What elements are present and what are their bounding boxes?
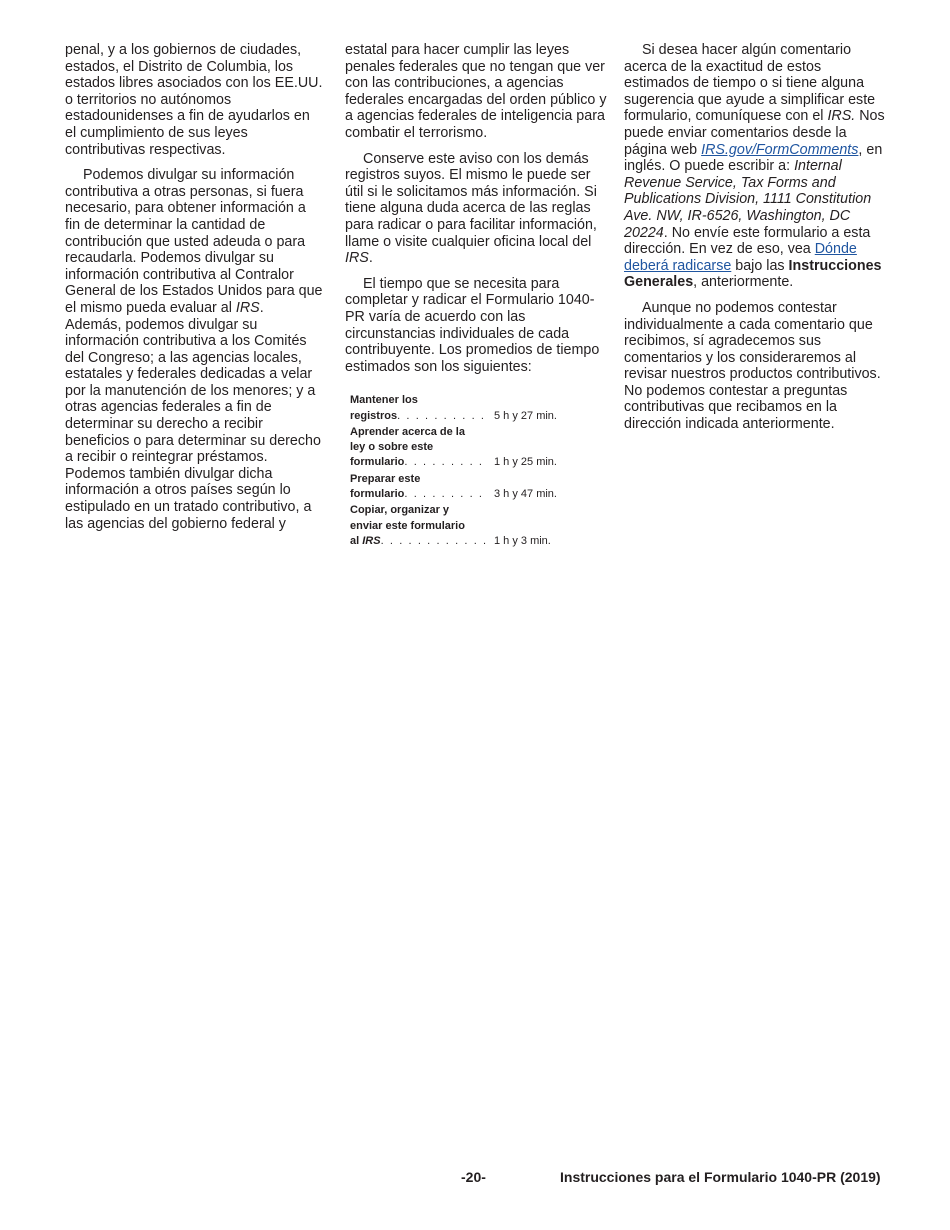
paragraph: Aunque no podemos contestar individualmente a cada comentario que recibimos, sí agradecemos sus comentarios y los consideraremos al revisar nuestros productos contributivos. No podemos contestar a preguntas contributivas que recibamos en la dirección indicada anteriormente. <box>624 299 881 433</box>
column-2 <box>345 42 607 550</box>
table-row: registros. . . . . . . . . . 5 h y 27 min. <box>350 409 557 422</box>
table-row: enviar este formulario <box>350 519 465 532</box>
column-3 <box>624 42 886 442</box>
paragraph: Podemos divulgar su información contributiva a otras personas, si fuera necesario, para obtener información a fin de determinar la cantidad de contribución que usted adeuda o para recaudarla. Podemos divulgar su información contributiva al Contralor General de los Estados Unidos para que el mismo pueda evaluar al IRS. Además, podemos divulgar su información contributiva a los Comités del Congreso; a las agencias locales, estatales y federales dedicadas a velar por la manutención de los menores; y a otras agencias federales a fin de determinar su derecho a recibir beneficios o para determinar su derecho a recibir o reintegrar préstamos. Podemos también divulgar dicha información a otros países según lo estipulado en un tratado contributivo, a las agencias del gobierno federal y <box>65 167 323 532</box>
document-title: Instrucciones para el Formulario 1040-PR (2019) <box>560 1169 881 1185</box>
where-to-file-link[interactable]: Dónde deberá radicarse <box>624 241 857 274</box>
paragraph: El tiempo que se necesita para completar y radicar el Formulario 1040-PR varía de acuerdo con las circunstancias individuales de cada contribuyente. Los promedios de tiempo estimados son los siguientes: <box>345 275 600 375</box>
table-row: formulario. . . . . . . . . 1 h y 25 min. <box>350 456 557 469</box>
table-row: formulario. . . . . . . . . 3 h y 47 min. <box>350 488 557 501</box>
table-row: Copiar, organizar y <box>350 504 450 517</box>
paragraph: estatal para hacer cumplir las leyes penales federales que no tengan que ver con las contribuciones, a agencias federales encargadas del orden público y a agencias federales de inteligencia para combatir el terrorismo. <box>345 42 607 141</box>
column-1 <box>65 42 323 541</box>
mailing-address: Internal Revenue Service, Tax Forms and Publications Division, 1111 Constitution Ave. NW, IR-6526, Washington, DC 20224 <box>624 158 872 241</box>
paragraph: penal, y a los gobiernos de ciudades, estados, el Distrito de Columbia, los estados libres asociados con los EE.UU. o territorios no autónomos estadounidenses a fin de ayudarlos en el cumplimiento de sus leyes contributivas respectivas. <box>65 42 323 158</box>
form-comments-link[interactable]: IRS.gov/FormComments <box>701 141 859 158</box>
table-row: al IRS. . . . . . . . . . . . 1 h y 3 min. <box>350 534 551 547</box>
time-estimates-table <box>350 393 557 550</box>
page-number: -20- <box>461 1169 486 1185</box>
paragraph: Si desea hacer algún comentario acerca de la exactitud de estos estimados de tiempo o si tiene alguna sugerencia que ayude a simplificar este formulario, comuníquese con el IRS. Nos puede enviar comentarios desde la página web IRS.gov/FormComments, en inglés. O puede escribir a: Internal Revenue Service, Tax Forms and Publications Division, 1111 Constitution Ave. NW, IR-6526, Washington, DC 20224. No envíe este formulario a esta dirección. En vez de eso, vea Dónde deberá radicarse bajo las Instrucciones Generales, anteriormente. <box>624 42 885 291</box>
paragraph: Conserve este aviso con los demás registros suyos. El mismo le puede ser útil si le solicitamos más información. Si tiene alguna duda acerca de las reglas para radicar o para facilitar información, llame o visite cualquier oficina local del IRS. <box>345 150 597 267</box>
table-row: Preparar este <box>350 472 421 485</box>
table-row: Mantener los <box>350 394 418 407</box>
table-row: ley o sobre este <box>350 441 434 454</box>
table-row: Aprender acerca de la <box>350 425 465 438</box>
